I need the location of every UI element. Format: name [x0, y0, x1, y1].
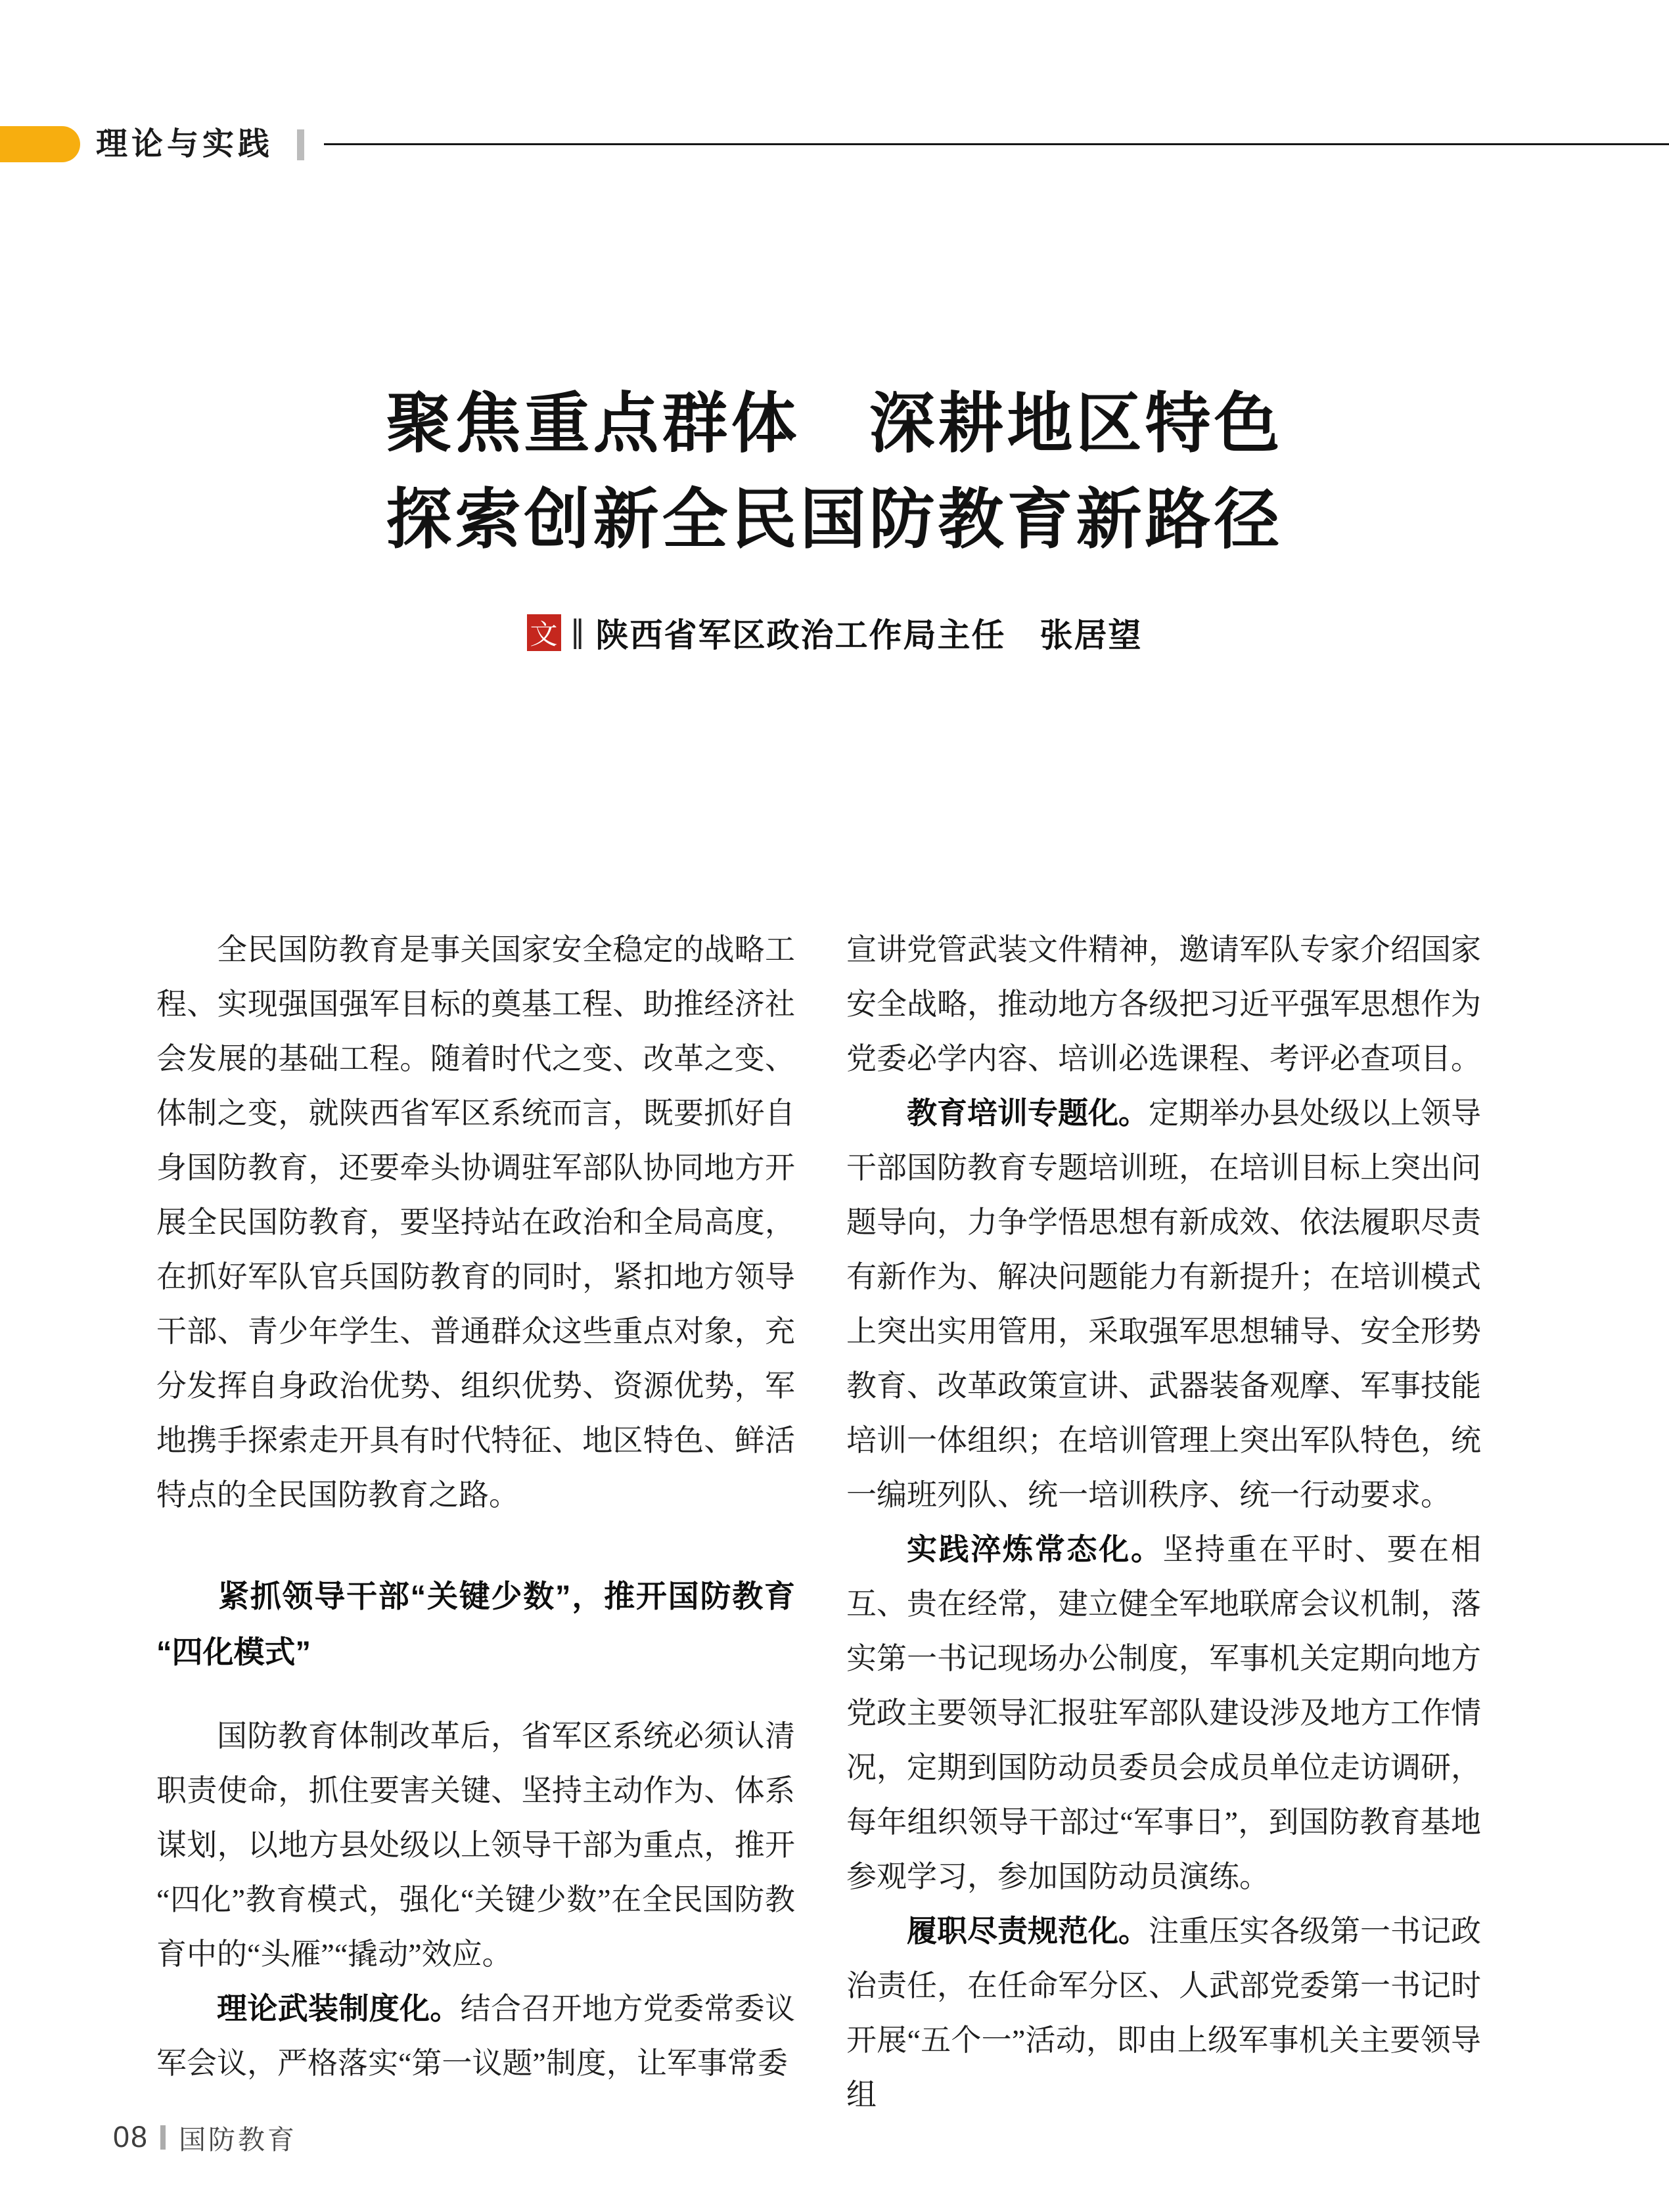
kicker-divider-bar [297, 129, 304, 160]
page-number: 08 [113, 2120, 149, 2154]
paragraph: 教育培训专题化。定期举办县处级以上领导干部国防教育专题培训班，在培训目标上突出问题导向，力争学悟思想有新成效、依法履职尽责有新作为、解决问题能力有新提升；在培训模式上突出实用管用，采取强军思想辅导、安全形势教育、改革政策宣讲、武器装备观摩、军事技能培训一体组织；在培训管理上突出军队特色，统一编班列队、统一培训秩序、统一行动要求。 [846, 1096, 1481, 1512]
byline [0, 611, 1669, 654]
byline-wen-badge: 文 [527, 614, 561, 651]
article-title [0, 376, 1669, 568]
footer-divider-bar [160, 2125, 166, 2150]
paragraph: 理论武装制度化。结合召开地方党委常委议军会议，严格落实“第一议题”制度，让军事常委 [156, 1991, 796, 2080]
article-title-line1: 聚焦重点群体 深耕地区特色 [386, 387, 1283, 461]
byline-separator: ‖ [570, 614, 585, 649]
paragraph: 实践淬炼常态化。坚持重在平时、要在相互、贵在经常，建立健全军地联席会议机制，落实第一书记现场办公制度，军事机关定期向地方党政主要领导汇报驻军部队建设涉及地方工作情况，定期到国防动员委员会成员单位走访调研，每年组织领导干部过“军事日”，到国防教育基地参观学习，参加国防动员演练。 [846, 1532, 1482, 1893]
paragraph-lead: 教育培训专题化。 [907, 1096, 1149, 1130]
paragraph: 履职尽责规范化。注重压实各级第一书记政治责任，在任命军分区、人武部党委第一书记时开展“五个一”活动，即由上级军事机关主要领导组 [846, 1914, 1481, 2111]
section-kicker: 理论与实践 [96, 127, 274, 162]
paragraph: 全民国防教育是事关国家安全稳定的战略工程、实现强国强军目标的奠基工程、助推经济社会发展的基础工程。随着时代之变、改革之变、体制之变，就陕西省军区系统而言，既要抓好自身国防教育，还要牵头协调驻军部队协同地方开展全民国防教育，要坚持站在政治和全局高度，在抓好军队官兵国防教育的同时，紧扣地方领导干部、青少年学生、普通群众这些重点对象，充分发挥自身政治优势、组织优势、资源优势，军地携手探索走开具有时代特征、地区特色、鲜活特点的全民国防教育之路。 [156, 933, 795, 1512]
paragraph-lead: 理论武装制度化。 [217, 1991, 461, 2025]
paragraph-lead: 实践淬炼常态化。 [907, 1532, 1163, 1566]
byline-author: 陕西省军区政治工作局主任 张居望 [595, 617, 1143, 654]
paragraph: 宣讲党管武装文件精神，邀请军队专家介绍国家安全战略，推动地方各级把习近平强军思想作为党委必学内容、培训必选课程、考评必查项目。 [846, 933, 1481, 1075]
page-footer [113, 2121, 297, 2154]
subheading: 紧抓领导干部“关键少数”，推开国防教育“四化模式” [156, 1579, 795, 1669]
header-rule [324, 143, 1669, 145]
kicker-accent-pill [0, 126, 80, 162]
left-column [156, 922, 795, 2090]
paragraph-lead: 履职尽责规范化。 [907, 1914, 1149, 1948]
footer-section: 国防教育 [179, 2124, 298, 2155]
article-title-line2: 探索创新全民国防教育新路径 [386, 483, 1283, 556]
paragraph: 国防教育体制改革后，省军区系统必须认清职责使命，抓住要害关键、坚持主动作为、体系谋划，以地方县处级以上领导干部为重点，推开“四化”教育模式，强化“关键少数”在全民国防教育中的“头雁”“撬动”效应。 [156, 1719, 795, 1971]
right-column [846, 922, 1481, 2122]
